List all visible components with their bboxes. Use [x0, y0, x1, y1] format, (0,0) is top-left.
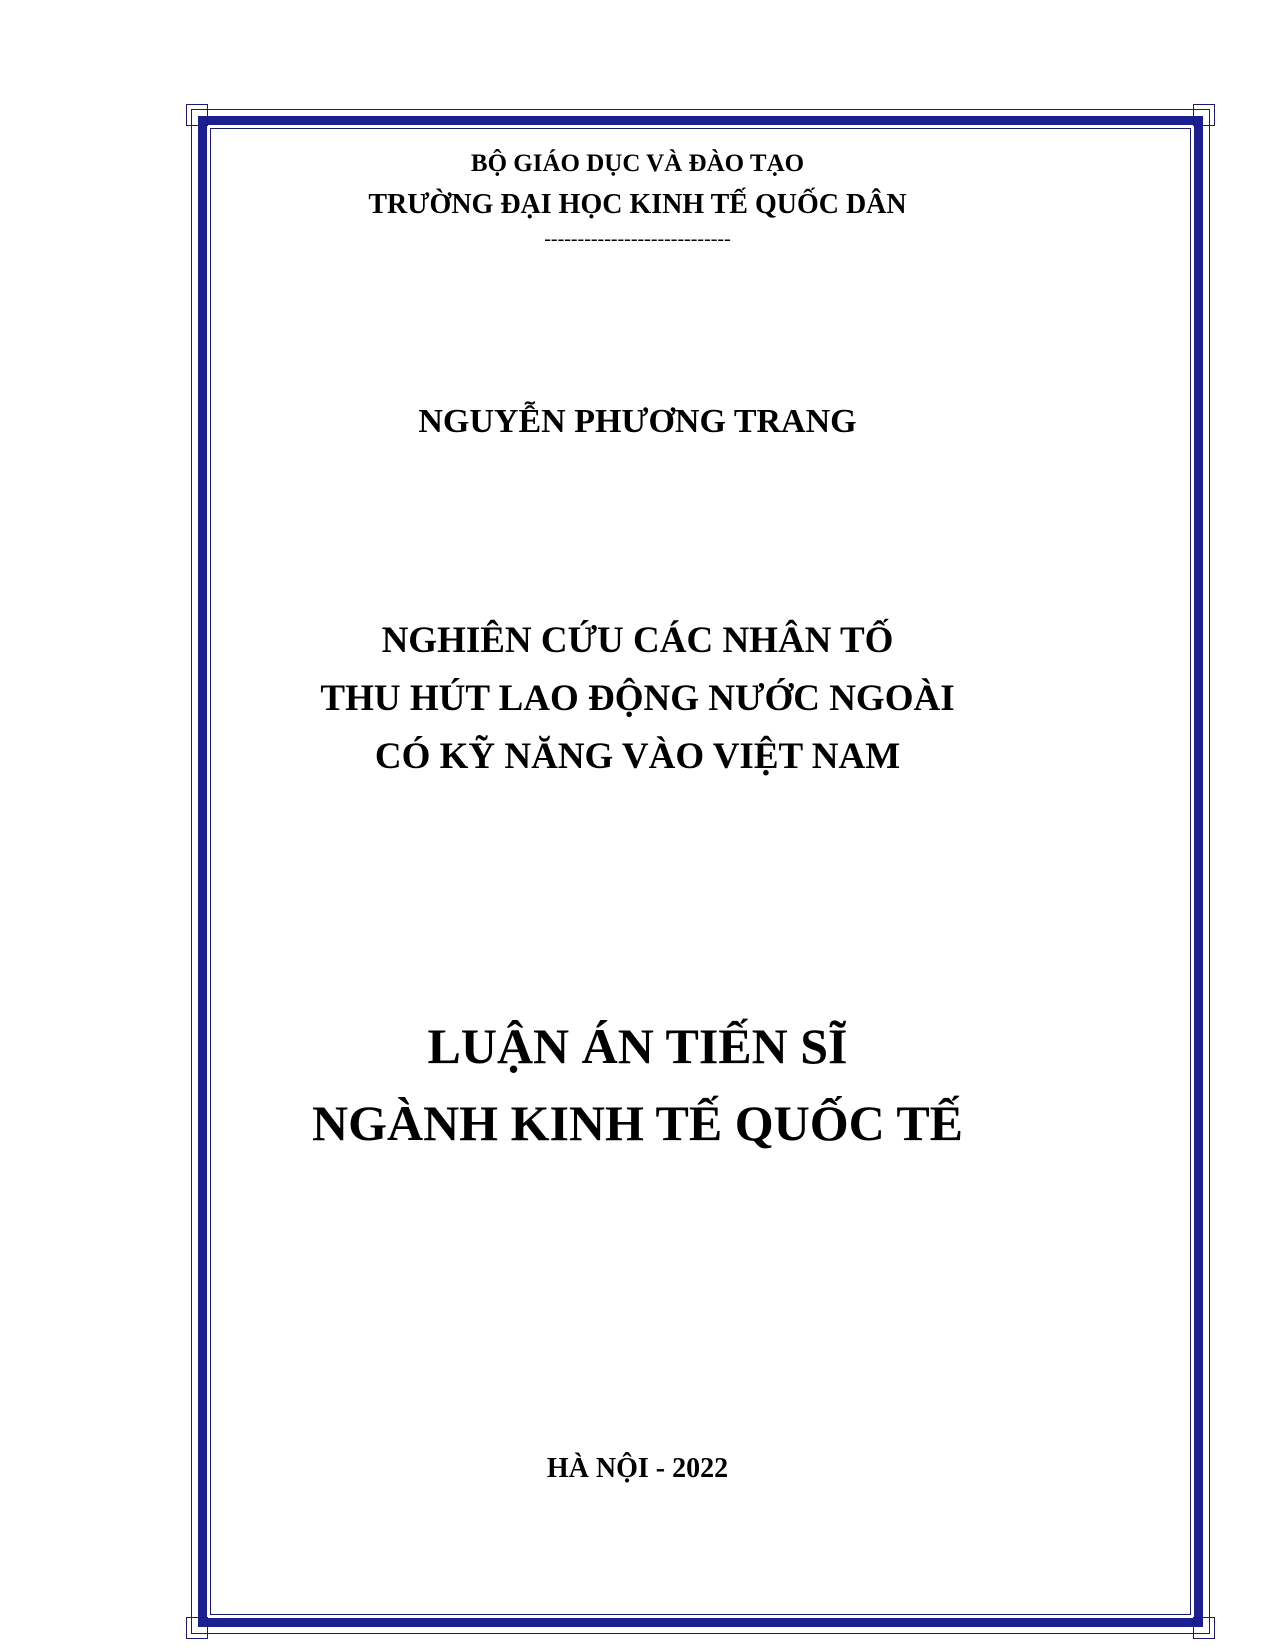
border-corner-bottom-left: [186, 1617, 208, 1639]
ministry-name: BỘ GIÁO DỤC VÀ ĐÀO TẠO: [470, 150, 805, 177]
thesis-title-line-2: THU HÚT LAO ĐỘNG NƯỚC NGOÀI: [320, 678, 955, 719]
page-border-inner: [210, 128, 1191, 1615]
border-corner-top-left: [186, 104, 208, 126]
thesis-title: [0, 612, 1275, 786]
border-corner-top-right: [1193, 104, 1215, 126]
degree-title: [0, 1008, 1275, 1162]
author-name: NGUYỄN PHƯƠNG TRANG: [418, 403, 857, 440]
border-corner-bottom-right: [1193, 1617, 1215, 1639]
degree-line-1: LUẬN ÁN TIẾN SĨ: [427, 1018, 848, 1074]
university-name: TRƯỜNG ĐẠI HỌC KINH TẾ QUỐC DÂN: [368, 189, 907, 220]
thesis-title-line-3: CÓ KỸ NĂNG VÀO VIỆT NAM: [374, 736, 901, 777]
degree-line-2: NGÀNH KINH TẾ QUỐC TẾ: [311, 1095, 964, 1151]
place-and-year: HÀ NỘI - 2022: [546, 1453, 729, 1484]
header-separator: ----------------------------: [544, 228, 731, 250]
thesis-title-line-1: NGHIÊN CỨU CÁC NHÂN TỐ: [381, 620, 894, 661]
